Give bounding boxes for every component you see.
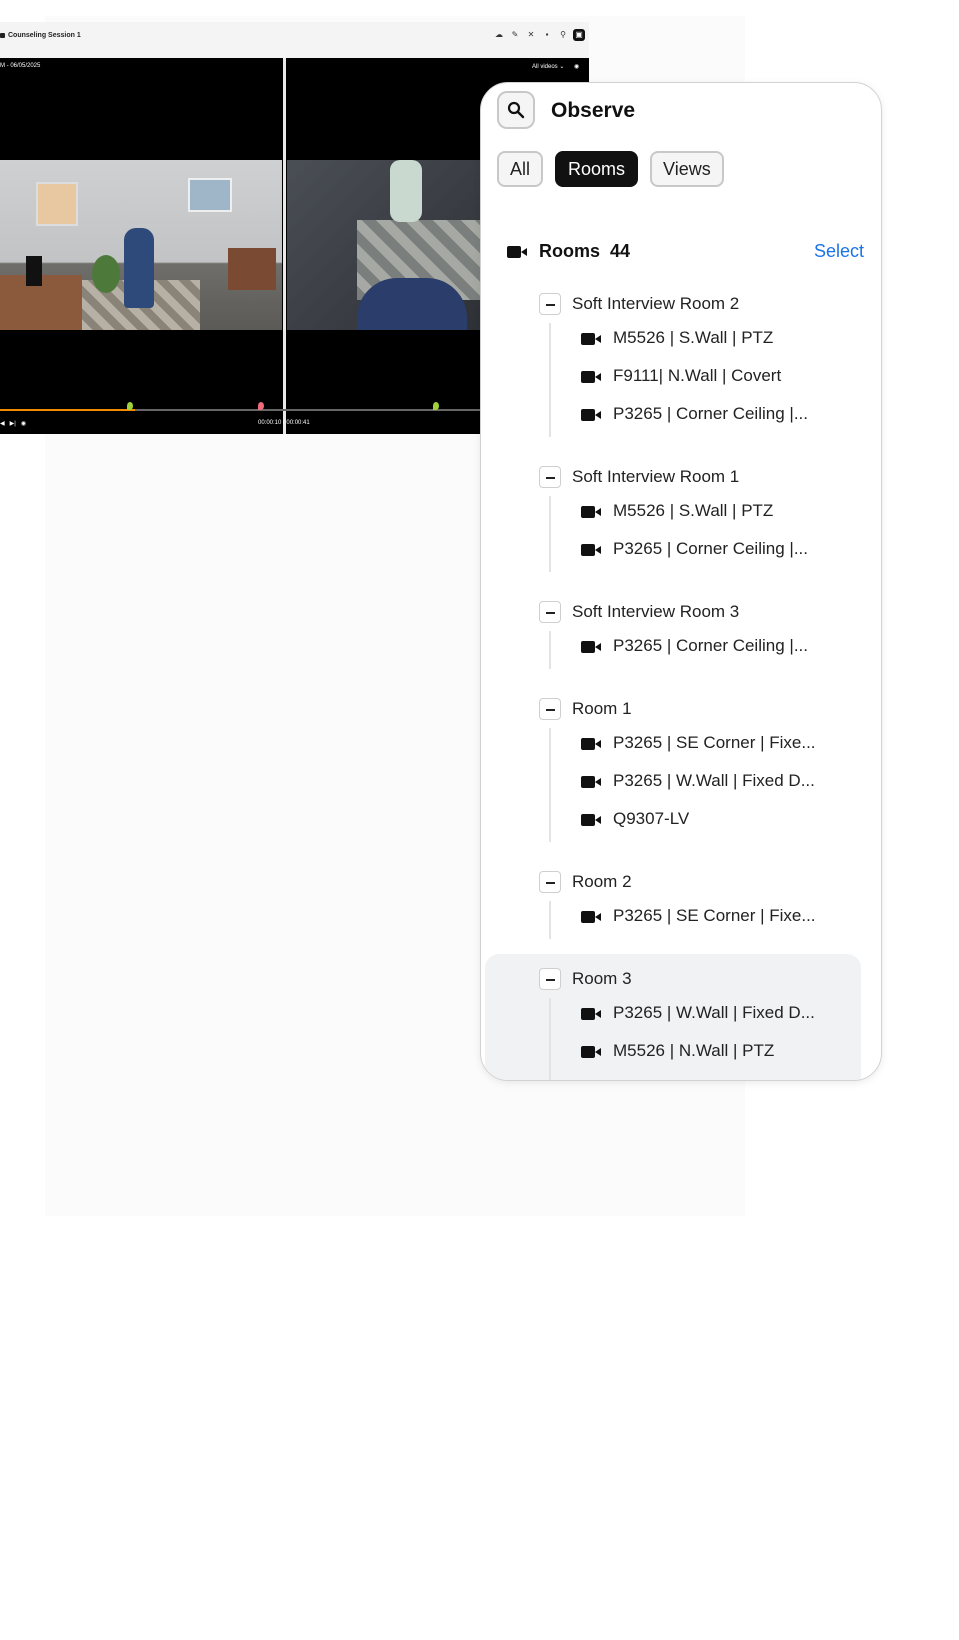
filter-all-button[interactable]: All [497,151,543,187]
filter-tabs [497,151,724,187]
camera-name: M5526 | S.Wall | PTZ [613,501,774,520]
camera-icon [581,775,601,789]
marker-pin-icon[interactable] [127,402,133,410]
camera-item[interactable] [581,327,841,351]
timeline-progress [0,409,135,411]
chair [228,248,276,290]
monitor [26,256,42,286]
link-icon[interactable]: ⚲ [560,30,566,39]
camera-icon [581,505,601,519]
room-group [481,452,881,590]
camera-name: P3265 | SE Corner | Fixe... [613,906,816,925]
camera-item[interactable] [581,1040,841,1064]
playback-controls [0,420,26,427]
rewind-icon[interactable]: ◀ [0,421,5,427]
observe-panel [480,82,882,1081]
camera-icon [581,1045,601,1059]
tree-line [549,323,551,437]
collapse-icon[interactable] [539,698,561,720]
camera-icon [581,737,601,751]
wall-art [36,182,78,226]
wall-art [188,178,232,212]
session-title-text: Counseling Session 1 [8,32,81,39]
camera-pane-left[interactable] [0,160,282,330]
camera-item[interactable] [581,403,841,427]
person [124,228,154,308]
camera-name: P3265 | W.Wall | Fixed D... [613,1003,815,1022]
room-name: Soft Interview Room 1 [572,467,740,486]
player-titlebar [0,22,589,58]
camera-name: P3265 | Corner Ceiling |... [613,404,808,423]
camera-item[interactable] [581,1002,841,1026]
camera-name: M5526 | N.Wall | PTZ [613,1041,775,1060]
camera-item[interactable] [581,905,841,929]
camera-icon [581,408,601,422]
edit-icon[interactable]: ✎ [511,30,519,39]
room-group [481,684,881,860]
person [357,278,467,330]
room-name: Soft Interview Room 3 [572,602,740,621]
camera-name: P3265 | Corner Ceiling |... [613,636,808,655]
camera-icon [507,245,527,259]
room-group [481,857,881,957]
room-name: Room 2 [572,872,632,891]
volume-icon[interactable]: ◉ [20,421,27,427]
video-filter-dropdown[interactable]: All videos ⌄ [532,64,565,70]
camera-icon [581,1007,601,1021]
room-name: Room 3 [572,969,632,988]
pane-divider[interactable] [283,58,286,434]
cloud-icon[interactable]: ☁ [495,30,503,39]
collapse-icon[interactable] [539,466,561,488]
camera-icon [581,910,601,924]
room-group [485,954,861,1081]
camera-pane-right[interactable] [287,160,487,330]
plant [92,255,120,293]
step-forward-icon[interactable]: ▶| [9,421,16,427]
tree-line [549,631,551,669]
close-icon[interactable]: ✕ [527,30,535,39]
camera-item[interactable] [581,538,841,562]
camera-item[interactable] [581,365,841,389]
camera-icon [581,332,601,346]
room-group [481,587,881,687]
camera-name: P3265 | Corner Ceiling |... [613,539,808,558]
camera-item[interactable] [581,635,841,659]
room-name: Soft Interview Room 2 [572,294,740,313]
rooms-label-text: Rooms [539,241,601,261]
search-button[interactable] [497,91,535,129]
camera-icon [581,543,601,557]
marker-pin-icon[interactable] [258,402,264,410]
camera-name: F9111| N.Wall | Covert [613,366,782,385]
select-link[interactable]: Select [813,241,864,261]
marker-pin-icon[interactable] [433,402,439,410]
playback-time: 00:00:10 / 00:00:41 [258,420,310,426]
filter-rooms-button[interactable]: Rooms [555,151,638,187]
rooms-label [539,241,630,262]
comment-icon[interactable]: ▪ [545,30,549,39]
tree-line [549,998,551,1081]
room-name: Room 1 [572,699,632,718]
search-icon [507,101,525,119]
collapse-icon[interactable] [539,601,561,623]
collapse-icon[interactable] [539,293,561,315]
video-date: M - 06/05/2025 [0,63,41,69]
eye-icon[interactable]: ◉ [574,64,580,70]
collapse-icon[interactable] [539,871,561,893]
camera-item[interactable] [581,808,841,832]
tree-line [549,728,551,842]
observe-title: Observe [551,99,636,122]
filter-views-button[interactable]: Views [650,151,724,187]
rooms-header [507,241,872,265]
camera-name: P3265 | SE Corner | Fixe... [613,733,816,752]
person [390,160,422,222]
camera-item[interactable] [581,732,841,756]
tree-line [549,496,551,572]
session-title [0,32,81,39]
camera-name: M5526 | S.Wall | PTZ [613,328,774,347]
session-icon [0,33,5,38]
video-filter-label: All videos [532,64,558,70]
camera-item[interactable] [581,500,841,524]
tree-line [549,901,551,939]
room-group [481,279,881,455]
rooms-count: 44 [610,241,631,261]
camera-item[interactable] [581,770,841,794]
camera-icon [581,813,601,827]
camera-icon [581,370,601,384]
camera-name: Q9307-LV [613,809,690,828]
camera-name: P3265 | W.Wall | Fixed D... [613,771,815,790]
chat-icon[interactable]: ▣ [573,29,585,41]
player-toolbar [493,29,585,41]
camera-icon [581,640,601,654]
collapse-icon[interactable] [539,968,561,990]
